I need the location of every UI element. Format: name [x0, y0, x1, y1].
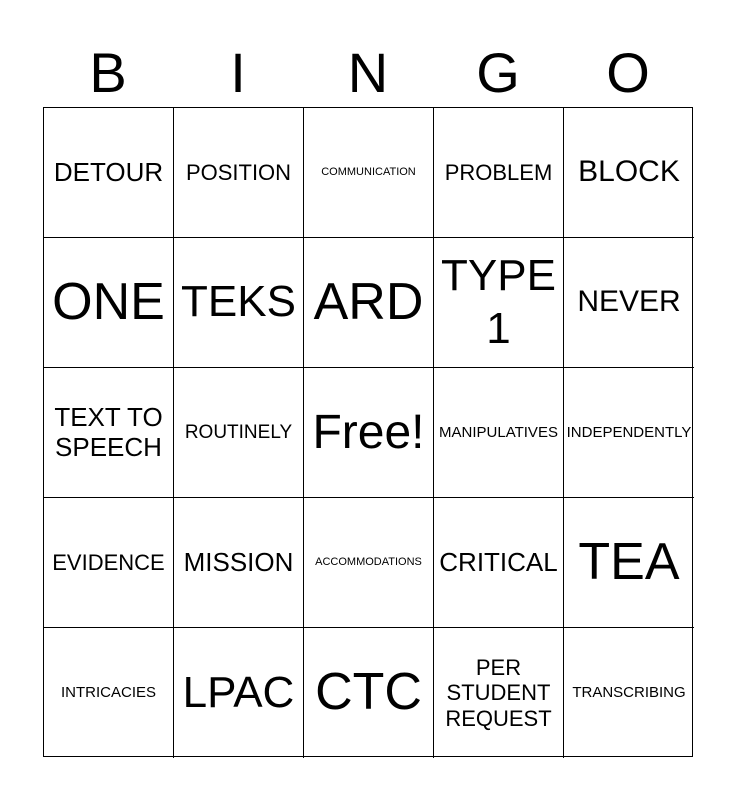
cell-text: ACCOMMODATIONS: [315, 556, 422, 569]
bingo-cell: [304, 628, 434, 758]
header-letter-b: B: [89, 41, 127, 104]
cell-text: BLOCK: [578, 155, 680, 189]
bingo-cell: [174, 368, 304, 498]
cell-text: ROUTINELY: [184, 421, 293, 443]
cell-text: LPAC: [182, 667, 295, 717]
cell-text: PROBLEM: [444, 159, 553, 185]
cell-text: ARD: [313, 272, 424, 331]
bingo-cell: [434, 238, 564, 368]
cell-text: CTC: [315, 663, 422, 722]
cell-text: POSITION: [185, 159, 292, 185]
header-letter-i: I: [230, 41, 246, 104]
bingo-cell: [304, 498, 434, 628]
bingo-cell: [564, 238, 694, 368]
cell-text: DETOUR: [53, 156, 164, 187]
cell-text: MISSION: [183, 546, 294, 577]
cell-text: ONE: [52, 272, 165, 331]
cell-text: TEA: [578, 532, 680, 591]
bingo-cell: [174, 628, 304, 758]
bingo-cell: [174, 238, 304, 368]
cell-text: PER STUDENT REQUEST: [445, 655, 552, 731]
header-letter-n: N: [347, 41, 389, 104]
cell-text: NEVER: [577, 285, 681, 319]
bingo-cell: [44, 368, 174, 498]
cell-text: EVIDENCE: [52, 549, 165, 575]
bingo-cell: [434, 628, 564, 758]
cell-text: CRITICAL: [439, 546, 558, 577]
bingo-header: [43, 40, 693, 106]
bingo-cell: [44, 238, 174, 368]
bingo-cell: [564, 628, 694, 758]
bingo-cell: [564, 108, 694, 238]
bingo-grid: [43, 107, 693, 757]
bingo-cell: [434, 108, 564, 238]
cell-text: TEKS: [181, 277, 296, 327]
cell-text: INDEPENDENTLY: [566, 423, 692, 441]
bingo-cell-free: [304, 368, 434, 498]
header-letter-g: G: [476, 41, 520, 104]
cell-text: INTRICACIES: [60, 684, 156, 702]
bingo-cell: [564, 498, 694, 628]
cell-text: Free!: [312, 405, 425, 459]
cell-text: MANIPULATIVES: [439, 423, 558, 441]
bingo-cell: [44, 498, 174, 628]
bingo-cell: [44, 628, 174, 758]
cell-text: TRANSCRIBING: [572, 684, 686, 702]
bingo-cell: [174, 498, 304, 628]
bingo-cell: [304, 108, 434, 238]
cell-text: COMMUNICATION: [321, 166, 416, 179]
header-letter-o: O: [606, 41, 650, 104]
bingo-cell: [434, 498, 564, 628]
bingo-cell: [434, 368, 564, 498]
bingo-cell: [44, 108, 174, 238]
cell-text: TEXT TO SPEECH: [54, 401, 163, 462]
cell-text: TYPE 1: [441, 250, 556, 353]
bingo-cell: [304, 238, 434, 368]
bingo-cell: [174, 108, 304, 238]
bingo-cell: [564, 368, 694, 498]
